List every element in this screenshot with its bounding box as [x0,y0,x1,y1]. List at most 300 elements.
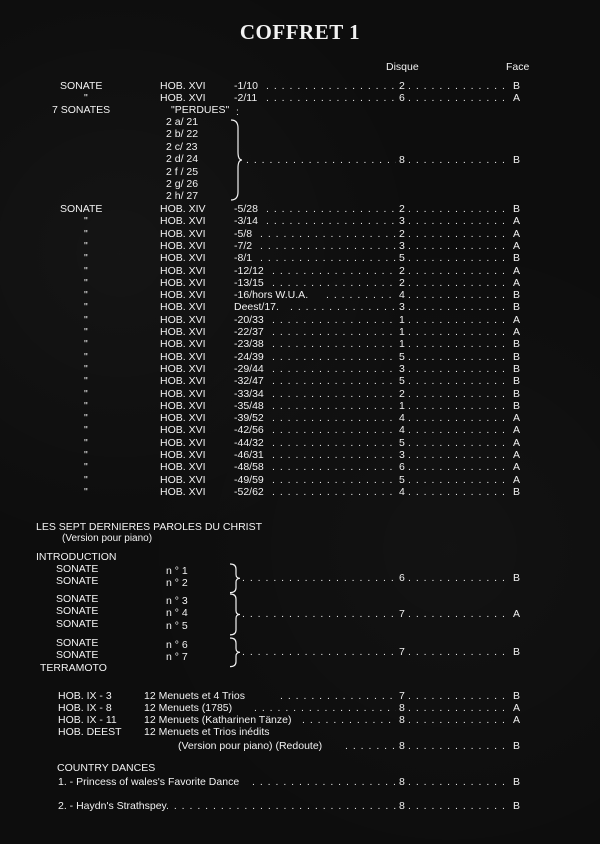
sonate-number: n ° 4 [166,607,188,620]
sonate-number: n ° 3 [166,595,188,607]
face-value: A [513,313,521,326]
face-value: A [513,215,521,228]
face-value: B [513,80,521,92]
leader-dots [408,449,510,461]
disque-value: 7 [399,608,405,621]
hob-code: HOB. IX - 11 [58,714,117,726]
disque-value: 6 [399,461,405,474]
row-label: " [84,227,88,240]
leader-dots [272,314,396,326]
face-value: B [513,338,521,351]
leader-dots [272,326,396,338]
leader-dots [408,702,510,714]
table-row [0,338,600,350]
row-label: " [84,436,88,449]
sonata-number: -12/12 [234,264,264,277]
perdues-title: "PERDUES" [171,104,230,116]
face-value: B [513,800,521,812]
leader-dots [272,474,396,486]
leader-dots [266,80,396,92]
leader-dots [272,449,396,461]
leader-dots [242,572,396,584]
row-label: " [84,276,88,289]
disque-value: 8 [399,740,405,752]
sonata-number: -24/39 [234,350,264,363]
sonata-number: -23/38 [234,338,264,351]
sonata-number: -44/32 [234,436,264,449]
disque-value: 5 [399,436,405,449]
table-row [0,572,600,584]
disque-value: 8 [399,776,405,788]
leader-dots [408,351,510,363]
sonata-number: -5/28 [234,203,258,215]
row-label: " [84,326,88,338]
leader-dots [408,461,510,473]
hob-code: HOB. XVI [160,313,206,326]
face-value: B [513,252,521,265]
face-value: A [513,424,521,437]
sonata-number: -2/11 [234,92,258,105]
disque-value: 1 [399,338,405,351]
leader-dots [166,800,396,812]
leader-dots [408,474,510,486]
leader-dots [408,215,510,227]
row-label: SONATE [60,203,103,215]
row-label: " [84,412,88,425]
row-label: " [84,424,88,437]
leader-dots [408,265,510,277]
table-row [0,375,600,387]
table-row [0,240,600,252]
leader-dots [290,301,396,313]
leader-dots [408,228,510,240]
leader-dots [408,437,510,449]
perdues-disque: 8 [399,154,405,166]
table-row [0,461,600,473]
face-value: A [513,276,521,289]
sonate-number: n ° 5 [166,619,188,632]
leader-dots [408,277,510,289]
sonate-label: SONATE [56,593,99,605]
leader-dots [408,572,510,584]
sonata-number: -35/48 [234,399,264,412]
table-row [0,277,600,289]
face-value: A [513,608,521,621]
menuet-desc: 12 Menuets et Trios inédits [144,726,270,738]
hob-code: HOB. XVI [160,436,206,449]
sonate-number: n ° 7 [166,651,188,664]
leader-dots [302,714,396,726]
disque-value: 8 [399,702,405,714]
leader-dots [408,154,510,166]
disque-value: 3 [399,362,405,375]
perdues-item: 2 f / 25 [166,165,199,178]
leader-dots [272,338,396,350]
hob-code: HOB. XVI [160,485,206,498]
leader-dots [408,776,510,788]
face-value: A [513,227,521,240]
sonata-number: -48/58 [234,461,264,474]
leader-dots [408,252,510,264]
hob-code: HOB. XIV [160,203,206,215]
hob-code: HOB. XVI [160,387,206,400]
leader-dots [272,265,396,277]
sonate-label: SONATE [56,637,99,649]
disque-value: 5 [399,252,405,265]
leader-dots [260,240,396,252]
hob-code: HOB. XVI [160,412,206,425]
leader-dots [408,338,510,350]
leader-dots [408,363,510,375]
table-row [0,80,600,92]
face-value: B [513,485,521,498]
hob-code: HOB. IX - 8 [58,702,112,714]
disque-value: 8 [399,800,405,812]
sonate-label: SONATE [56,649,99,662]
sonata-number: Deest/17. [234,301,279,314]
leader-dots [272,461,396,473]
sonate-number: n ° 6 [166,639,188,651]
leader-dots [408,608,510,620]
sonata-number: -5/8 [234,227,253,240]
hob-code: HOB. XVI [160,338,206,351]
leader-dots [408,740,510,752]
leader-dots [408,646,510,658]
hob-code: HOB. XVI [160,424,206,437]
disque-value: 4 [399,424,405,437]
menuet-desc: 12 Menuets (1785) [144,702,233,714]
disque-value: 2 [399,227,405,240]
face-value: B [513,646,521,659]
leader-dots [242,646,396,658]
leader-dots [408,326,510,338]
face-value: A [513,412,521,425]
hob-code: HOB. XVI [160,301,206,314]
table-row [0,301,600,313]
disque-value: 6 [399,92,405,105]
leader-dots [266,203,396,215]
hob-code: HOB. XVI [160,239,206,252]
leader-dots [246,154,396,166]
row-label: " [84,313,88,326]
disque-value: 3 [399,215,405,228]
hob-code: HOB. XVI [160,252,206,265]
face-value: B [513,572,521,585]
disque-value: 7 [399,690,405,702]
table-row [0,289,600,301]
face-value: B [513,776,521,788]
table-row [0,690,600,702]
row-label: " [84,338,88,351]
face-value: A [513,264,521,277]
perdues-item: 2 c/ 23 [166,140,198,153]
row-label: SONATE [60,80,103,92]
sonata-number: -7/2 [234,239,253,252]
sonate-label: SONATE [56,605,99,618]
leader-dots [272,277,396,289]
row-label: " [84,449,88,461]
dance-title: 2. - Haydn's Strathspey [58,800,167,812]
menuet-desc-extra: (Version pour piano) (Redoute) [178,740,323,752]
table-row [0,252,600,264]
sonata-number: -42/56 [234,424,264,437]
table-row [0,776,600,788]
face-value: A [513,92,521,105]
sonata-number: -3/14 [234,215,258,228]
disque-value: 4 [399,412,405,425]
leader-dots [408,800,510,812]
face-value: B [513,301,521,314]
leader-dots [260,252,396,264]
table-row [0,449,600,461]
sonata-number: -8/1 [234,252,253,265]
disque-value: 2 [399,203,405,215]
table-row [0,474,600,486]
table-row [0,351,600,363]
disque-value: 2 [399,264,405,277]
row-label: " [84,485,88,498]
disque-value: 2 [399,80,405,92]
sonata-number: -39/52 [234,412,264,425]
leader-dots [254,702,396,714]
leader-dots [408,375,510,387]
table-row [0,228,600,240]
table-row [0,215,600,227]
leader-dots [272,437,396,449]
leader-dots [408,301,510,313]
sonata-number: -13/15 [234,276,264,289]
leader-dots [280,690,396,702]
dance-title: 1. - Princess of wales's Favorite Dance [58,776,240,788]
perdues-item: 2 a/ 21 [166,116,199,128]
disque-value: 3 [399,239,405,252]
table-row [0,400,600,412]
perdues-item: 2 d/ 24 [166,153,199,166]
leader-dots [326,289,396,301]
table-row [0,265,600,277]
face-value: A [513,436,521,449]
menuet-desc: 12 Menuets et 4 Trios [144,690,245,702]
leader-dots [272,375,396,387]
row-label: " [84,461,88,474]
perdues-item: 2 g/ 26 [166,178,199,190]
sonate-number: n ° 2 [166,577,188,590]
hob-code: HOB. IX - 3 [58,690,112,702]
face-value: A [513,461,521,474]
table-row [0,714,600,726]
disque-value: 1 [399,399,405,412]
leader-dots [408,714,510,726]
table-row [0,424,600,436]
sonata-number: -32/47 [234,375,264,388]
leader-dots [408,424,510,436]
row-label: " [84,92,88,105]
table-row [0,702,600,714]
table-row [0,92,600,104]
hob-code: HOB. XVI [160,461,206,474]
sept-paroles-title: LES SEPT DERNIERES PAROLES DU CHRIST [36,521,263,533]
sonate-label: SONATE [56,617,99,630]
face-value: B [513,203,521,215]
sonata-number: -33/34 [234,387,264,400]
table-row [0,388,600,400]
perdues-row [0,154,600,166]
sonata-number: -1/10 [234,80,258,92]
row-label: " [84,399,88,412]
perdues-item: 2 h/ 27 [166,190,199,203]
sonata-number: -29/44 [234,362,264,375]
hob-code: HOB. XVI [160,350,206,363]
sonata-number: -49/59 [234,473,264,486]
leader-dots [408,412,510,424]
leader-dots [408,203,510,215]
row-label: " [84,264,88,277]
hob-code: HOB. XVI [160,264,206,277]
hob-code: HOB. XVI [160,92,206,105]
country-dances-title: COUNTRY DANCES [57,762,156,774]
row-label: " [84,387,88,400]
hob-code: HOB. XVI [160,80,206,92]
leader-dots [266,215,396,227]
sonate-label: SONATE [56,575,99,588]
leader-dots [272,388,396,400]
face-value: B [513,690,521,702]
hob-code: HOB. XVI [160,227,206,240]
disque-value: 1 [399,313,405,326]
disque-value: 8 [399,714,405,726]
disque-value: 1 [399,326,405,338]
sonata-number: -20/33 [234,313,264,326]
row-label: " [84,289,88,302]
leader-dots [345,740,396,752]
leader-dots [408,388,510,400]
table-row [0,437,600,449]
face-value: B [513,375,521,388]
perdues-colon: : [236,106,239,118]
leader-dots [408,289,510,301]
hob-code: HOB. XVI [160,289,206,302]
disque-value: 3 [399,301,405,314]
hob-code: HOB. XVI [160,362,206,375]
disque-value: 5 [399,375,405,388]
leader-dots [266,92,396,104]
disque-value: 3 [399,449,405,461]
hob-code: HOB. DEEST [58,726,122,738]
leader-dots [242,608,396,620]
face-value: A [513,239,521,252]
table-row [0,646,600,658]
table-row [0,314,600,326]
leader-dots [272,412,396,424]
row-label: " [84,215,88,228]
table-row [0,412,600,424]
disque-value: 2 [399,387,405,400]
perdues-label: 7 SONATES [52,104,111,116]
disque-value: 4 [399,485,405,498]
face-value: A [513,449,521,461]
sonata-number: -52/62 [234,485,264,498]
row-label: " [84,350,88,363]
perdues-face: B [513,154,521,166]
perdues-item: 2 b/ 22 [166,128,199,141]
table-row [0,203,600,215]
leader-dots [272,424,396,436]
table-row [0,363,600,375]
row-label: " [84,301,88,314]
sonata-number: -22/37 [234,326,264,338]
sonate-label: TERRAMOTO [40,661,107,674]
leader-dots [408,240,510,252]
disque-value: 5 [399,350,405,363]
face-value: A [513,473,521,486]
leader-dots [272,486,396,498]
face-value: B [513,289,521,302]
leader-dots [272,400,396,412]
leader-dots [408,486,510,498]
table-row [0,800,600,812]
face-value: B [513,387,521,400]
disque-value: 6 [399,572,405,585]
row-label: " [84,473,88,486]
face-value: A [513,702,521,714]
sonata-number: -46/31 [234,449,264,461]
sonata-number: -16/hors W.U.A. [234,289,309,302]
face-value: B [513,350,521,363]
row-label: " [84,252,88,265]
sonate-number: n ° 1 [166,565,188,577]
disque-value: 4 [399,289,405,302]
header-face: Face [506,61,530,73]
leader-dots [408,314,510,326]
table-row [0,326,600,338]
hob-code: HOB. XVI [160,399,206,412]
leader-dots [272,351,396,363]
header-disque: Disque [386,61,419,73]
face-value: B [513,399,521,412]
hob-code: HOB. XVI [160,375,206,388]
table-row [0,608,600,620]
disque-value: 7 [399,646,405,659]
introduction-label: INTRODUCTION [36,551,117,563]
disque-value: 2 [399,276,405,289]
leader-dots [408,80,510,92]
table-row [0,486,600,498]
face-value: A [513,714,521,726]
sept-paroles-subtitle: (Version pour piano) [62,533,153,544]
row-label: " [84,375,88,388]
page-title: COFFRET 1 [239,20,361,44]
menuet-desc: 12 Menuets (Katharinen Tänze) [144,714,292,726]
row-label: " [84,239,88,252]
leader-dots [408,92,510,104]
face-value: B [513,362,521,375]
hob-code: HOB. XVI [160,215,206,228]
disque-value: 5 [399,473,405,486]
face-value: A [513,326,521,338]
leader-dots [408,400,510,412]
hob-code: HOB. XVI [160,449,206,461]
row-label: " [84,362,88,375]
hob-code: HOB. XVI [160,326,206,338]
leader-dots [252,776,396,788]
sonate-label: SONATE [56,563,99,575]
leader-dots [408,690,510,702]
face-value: B [513,740,521,752]
hob-code: HOB. XVI [160,276,206,289]
hob-code: HOB. XVI [160,473,206,486]
leader-dots [272,363,396,375]
leader-dots [260,228,396,240]
